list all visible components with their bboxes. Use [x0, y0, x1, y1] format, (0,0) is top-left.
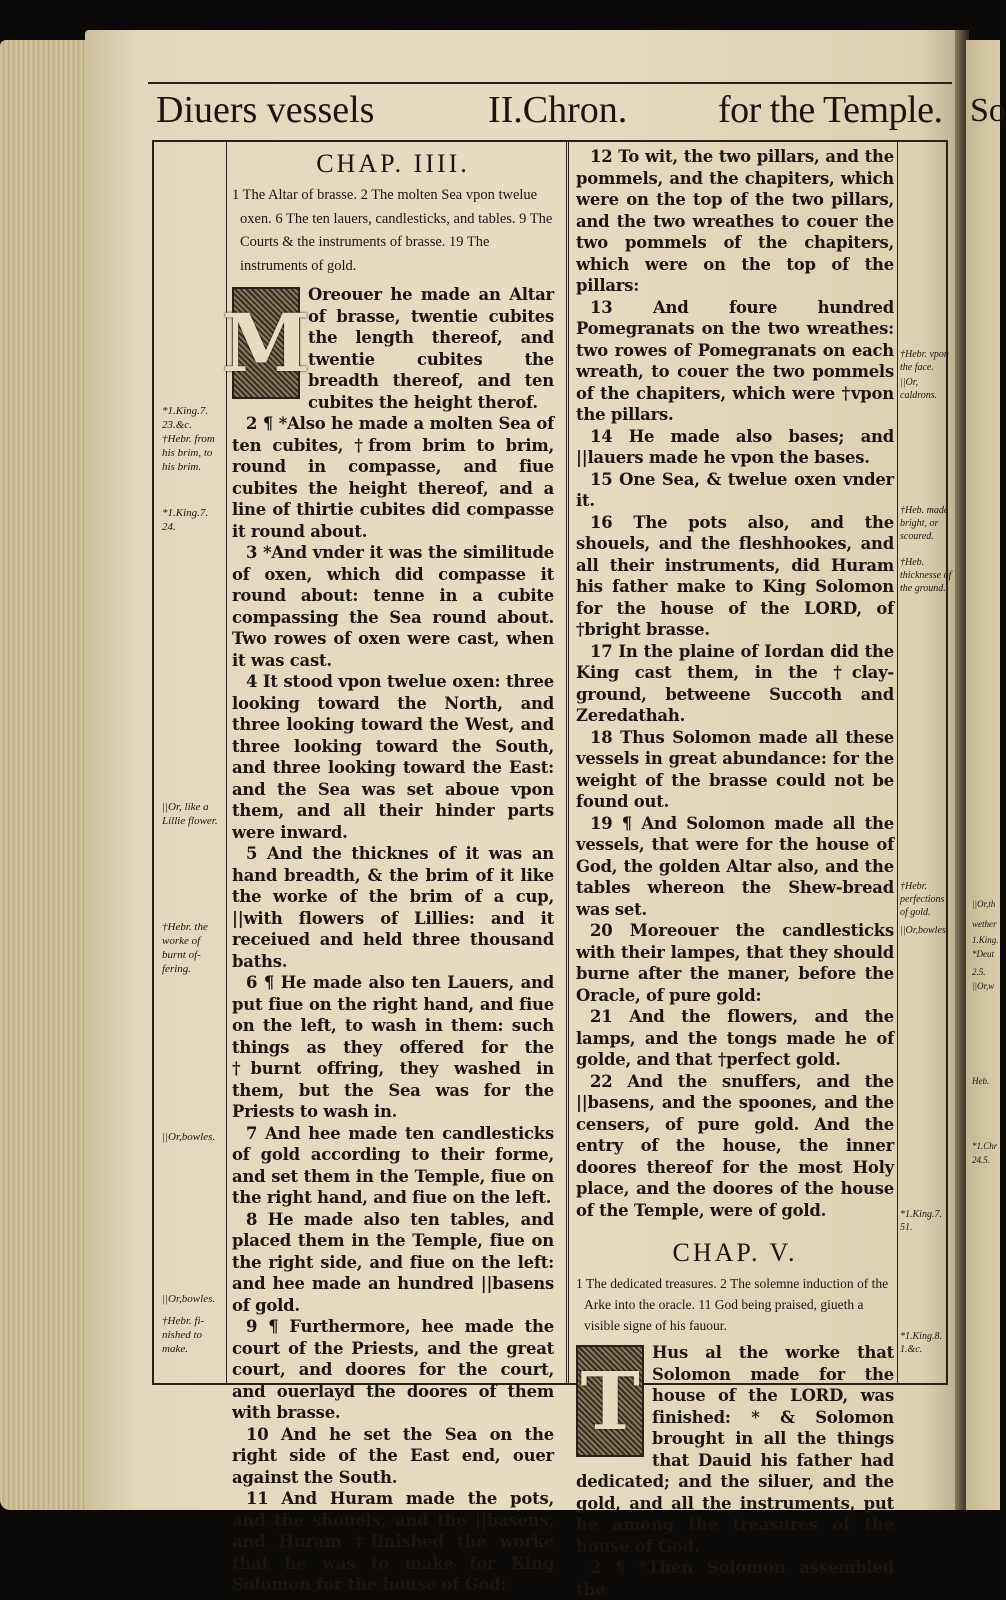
verse: 6 ¶ He made also ten Lauers, and put fiue on the right hand, and fiue on the left, to wash in them: such things as they offered for the †burnt offring, they washed in them, but the Sea was for the Priests to wash in.: [232, 973, 554, 1121]
verse: 16 The pots also, and the shouels, and the fleshhookes, and all their instruments, did Huram his father make to King Solomon for the house of the LORD, of †bright brasse.: [576, 512, 894, 639]
verse: 2 ¶ *Also he made a molten Sea of ten cubites, †from brim to brim, round in compasse, and fiue cubites the height thereof, and a line of thirtie cubites did compasse it round about.: [232, 414, 554, 541]
verse: 12 To wit, the two pillars, and the pommels, and the chapiters, which were on the top of the two pillars, and the two wreathes to couer the two pommels of the chapiters, which were on the top of the pillars:: [576, 147, 894, 295]
verse: 14 He made also bases; and ||lauers made he vpon the bases.: [576, 426, 894, 467]
verse: 13 And foure hundred Pomegranats on the two wreathes: two rowes of Pomegranats on each wreath, to couer the two pommels of the chapiters, which were †vpon the pillars.: [576, 297, 894, 424]
running-head-right: for the Temple.: [718, 89, 943, 131]
margin-note: ||Or,bowles.: [900, 925, 949, 936]
facing-note: 2.5.: [972, 967, 986, 977]
verse: 5 And the thicknes of it was an hand breadth, & the brim of it like the worke of the brim of a cup, ||with flowers of Lillies: and it receiued and held three thousand baths.: [232, 844, 554, 971]
column-divider-double: [568, 140, 569, 1385]
facing-note: ||Or,w: [972, 981, 995, 991]
margin-note: †Hebr. vpon the face.: [900, 349, 949, 373]
column-divider: [566, 140, 567, 1385]
margin-note: †Hebr. perfections of gold.: [900, 881, 945, 918]
text-column-1: [221, 149, 554, 1596]
margin-note: †Heb. made bright, or scoured.: [900, 505, 949, 542]
chapter-body: [576, 1342, 894, 1600]
verse: 3 *And vnder it was the similitude of oxen, which did compasse it round about: tenne in a cubite compassing the Sea round about. Two rowes of oxen were cast, when it was cast.: [232, 543, 554, 670]
verse: 15 One Sea, & twelue oxen vnder it.: [576, 469, 894, 510]
margin-note: †Hebr. fi-nished to make.: [162, 1315, 205, 1355]
margin-note: ||Or,bowles.: [162, 1293, 216, 1305]
chapter-body: [576, 146, 894, 1221]
margin-note: †Hebr. from his brim, to his brim.: [162, 433, 215, 473]
verse: 9 ¶ Furthermore, hee made the court of the Priests, and the great court, and doores for the court, and ouerlayd the doores of them with brasse.: [232, 1317, 554, 1422]
running-head-center: II.Chron.: [488, 89, 628, 131]
verse: 21 And the flowers, and the lamps, and the tongs made he of golde, and that †perfect gold.: [576, 1007, 894, 1069]
chapter-summary: 1 The dedicated treasures. 2 The solemne induction of the Arke into the oracle. 11 God being praised, giueth a visible signe of his fauour.: [576, 1276, 889, 1333]
verse: 8 He made also ten tables, and placed them in the Temple, fiue on the right side, and fiue on the left: and hee made an hundred ||basens of gold.: [232, 1209, 554, 1315]
facing-note: Heb.: [972, 1076, 990, 1086]
margin-note: †Heb. thicknesse of the ground.: [900, 557, 952, 594]
verse: 11 And Huram made the pots, and the shouels, and the ||basens, and Huram †finished the worke that he was to make for King Solomon for the house of God:: [232, 1489, 554, 1594]
verse: 7 And hee made ten candlesticks of gold according to their forme, and set them in the Temple, fiue on the right hand, and fiue on the left.: [232, 1123, 554, 1207]
margin-note: ||Or, caldrons.: [900, 377, 938, 401]
verse: 18 Thus Solomon made all these vessels in great abundance: for the weight of the brasse could not be found out.: [576, 727, 894, 811]
verse: 20 Moreouer the candlesticks with their lampes, that they should burne after the maner, before the Oracle, of pure gold:: [576, 921, 894, 1005]
drop-cap: [221, 287, 311, 399]
chapter-heading: CHAP. IIII.: [316, 149, 470, 178]
margin-note: *1.King.7. 24.: [162, 507, 209, 533]
chapter-summary: 1 The Altar of brasse. 2 The molten Sea vpon twelue oxen. 6 The ten lauers, candlesticks, and tables. 9 The Courts & the instruments of brasse. 19 The instruments of gold.: [232, 187, 553, 274]
verse: 22 And the snuffers, and the ||basens, and the spoones, and the censers, of pure gold. And the entry of the house, the inner doores thereof for the most Holy place, and the doores of the house of the Temple, were of gold.: [576, 1071, 894, 1220]
margin-note: †Hebr. the worke of burnt of-fering.: [162, 921, 208, 975]
page-edges: [0, 40, 95, 1510]
facing-note: *1.Chr: [972, 1141, 998, 1151]
facing-page-header: So: [970, 92, 1006, 129]
verse: 10 And he set the Sea on the right side of the East end, ouer against the South.: [232, 1424, 554, 1487]
margin-note: *1.King.7. 51.: [900, 1209, 942, 1233]
facing-note: *Deut: [972, 949, 994, 959]
header-top-rule: [148, 82, 952, 84]
facing-note: wether: [972, 919, 997, 929]
margin-note: *1.King.8. 1.&c.: [900, 1331, 942, 1355]
verse: 2 ¶ *Then Solomon assembled the: [576, 1558, 894, 1599]
margin-note: *1.King.7. 23.&c.: [162, 405, 209, 431]
facing-note: ||Or,th: [972, 899, 996, 909]
drop-cap-letter: T: [580, 1354, 640, 1448]
facing-note: 24.5.: [972, 1155, 990, 1165]
right-margin-rule: [897, 140, 898, 1385]
verse: 17 In the plaine of Iordan did the King cast them, in the †clay-ground, betweene Succoth and Zeredathah.: [576, 641, 894, 725]
facing-note: 1.King.: [972, 935, 999, 945]
facing-page-edge: [966, 40, 1000, 1510]
text-column-2: [576, 146, 894, 1600]
verse: 4 It stood vpon twelue oxen: three looking toward the North, and three looking toward the West, and three looking toward the South, and three looking toward the East: and the Sea was set aboue vpon them, and all their hinder parts were inward.: [232, 672, 554, 842]
verse: 19 ¶ And Solomon made all the vessels, that were for the house of God, the golden Altar also, and the tables whereon the Shew-bread was set.: [576, 813, 894, 919]
chapter-heading: CHAP. V.: [672, 1238, 798, 1267]
verse: Oreouer he made an Altar of brasse, twentie cubites the length thereof, and twentie cubites the breadth thereof, and ten cubites the height therof.: [308, 285, 554, 412]
running-head-left: Diuers vessels: [156, 89, 375, 131]
chapter-body: [221, 284, 554, 1596]
drop-cap: [576, 1345, 644, 1457]
margin-note: ||Or, like a Lillie flower.: [162, 801, 218, 827]
verse: Hus al the worke that Solomon made for the house of the LORD, was finished: * & Solomon brought in all the things that Dauid his father had dedicated; and the siluer, and the gold, and all the instruments, put he among the treasures of the house of God.: [576, 1343, 894, 1556]
drop-cap-letter: M: [221, 296, 311, 390]
margin-note: ||Or,bowles.: [162, 1131, 216, 1143]
